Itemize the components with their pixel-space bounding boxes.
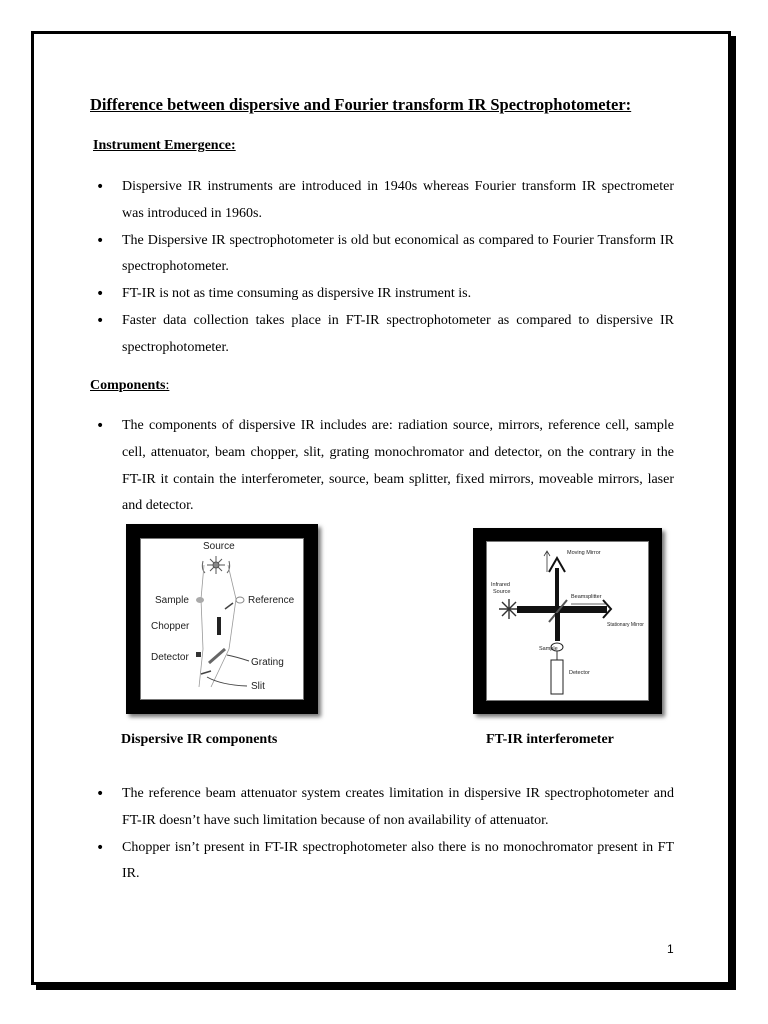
detector-icon (196, 652, 201, 657)
list-item: • The Dispersive IR spectrophotometer is old but economical as compared to Fourier Transform IR spectrophotometer. (96, 228, 674, 282)
list-item: • Faster data collection takes place in FT-IR spectrophotometer as compared to dispersive IR spectrophotometer. (96, 308, 674, 362)
dispersive-ir-schematic (141, 539, 303, 699)
source-icon (207, 556, 225, 574)
page-number: 1 (667, 942, 674, 956)
list-item: • The components of dispersive IR includes are: radiation source, mirrors, reference cell, sample cell, attenuator, beam chopper, slit, grating monochromator and detector, on the contrary in the FT-IR it contain the interferometer, source, beam splitter, fixed mirrors, moveable mirrors, laser and detector. (96, 413, 674, 520)
reference-cell-icon (236, 597, 244, 603)
infrared-source-label-line1: Infrared (491, 582, 510, 588)
infrared-source-icon (499, 599, 519, 619)
sample-label: Sample (155, 595, 189, 606)
components-list (96, 413, 674, 520)
heading-components (90, 378, 169, 394)
ftir-schematic (487, 542, 648, 700)
chopper-icon (217, 617, 221, 635)
slit-icon (201, 671, 211, 674)
list-item: • Chopper isn’t present in FT-IR spectrophotometer also there is no monochromator present in FT IR. (96, 835, 674, 889)
heading-components-colon: : (165, 378, 170, 393)
detector-label: Detector (569, 670, 590, 676)
sample-cell-icon (196, 597, 204, 603)
stationary-mirror-label: Stationary Mirror (607, 622, 644, 628)
slit-label: Slit (251, 681, 265, 692)
detector-label: Detector (151, 652, 189, 663)
sample-label: Sample (539, 646, 558, 652)
document-title: Difference between dispersive and Fourier transform IR Spectrophotometer: (90, 95, 632, 114)
grating-icon (209, 649, 225, 663)
list-item: • Dispersive IR instruments are introduced in 1940s whereas Fourier transform IR spectrometer was introduced in 1960s. (96, 174, 674, 228)
list-item: • FT-IR is not as time consuming as dispersive IR instrument is. (96, 281, 674, 308)
heading-instrument-emergence: Instrument Emergence: (93, 138, 236, 153)
beamsplitter-label: Beamsplitter (571, 594, 602, 600)
detector-icon (551, 660, 563, 694)
ftir-figure-caption: FT-IR interferometer (486, 732, 614, 747)
grating-label: Grating (251, 657, 284, 668)
emergence-list (96, 174, 674, 362)
chopper-label: Chopper (151, 621, 190, 632)
heading-components-text: Components (90, 378, 166, 393)
source-label: Source (203, 541, 235, 552)
list-item: • The reference beam attenuator system creates limitation in dispersive IR spectrophotometer and FT-IR doesn’t have such limitation because of non availability of attenuator. (96, 781, 674, 835)
reference-label: Reference (248, 595, 295, 606)
moving-mirror-label: Moving Mirror (567, 550, 601, 556)
ftir-interferometer-diagram (473, 528, 662, 714)
infrared-source-label-line2: Source (493, 589, 511, 595)
limitations-list (96, 781, 674, 888)
dispersive-ir-diagram (126, 524, 318, 714)
dispersive-figure-caption: Dispersive IR components (121, 732, 278, 747)
beam-vertical-lower (555, 613, 560, 641)
